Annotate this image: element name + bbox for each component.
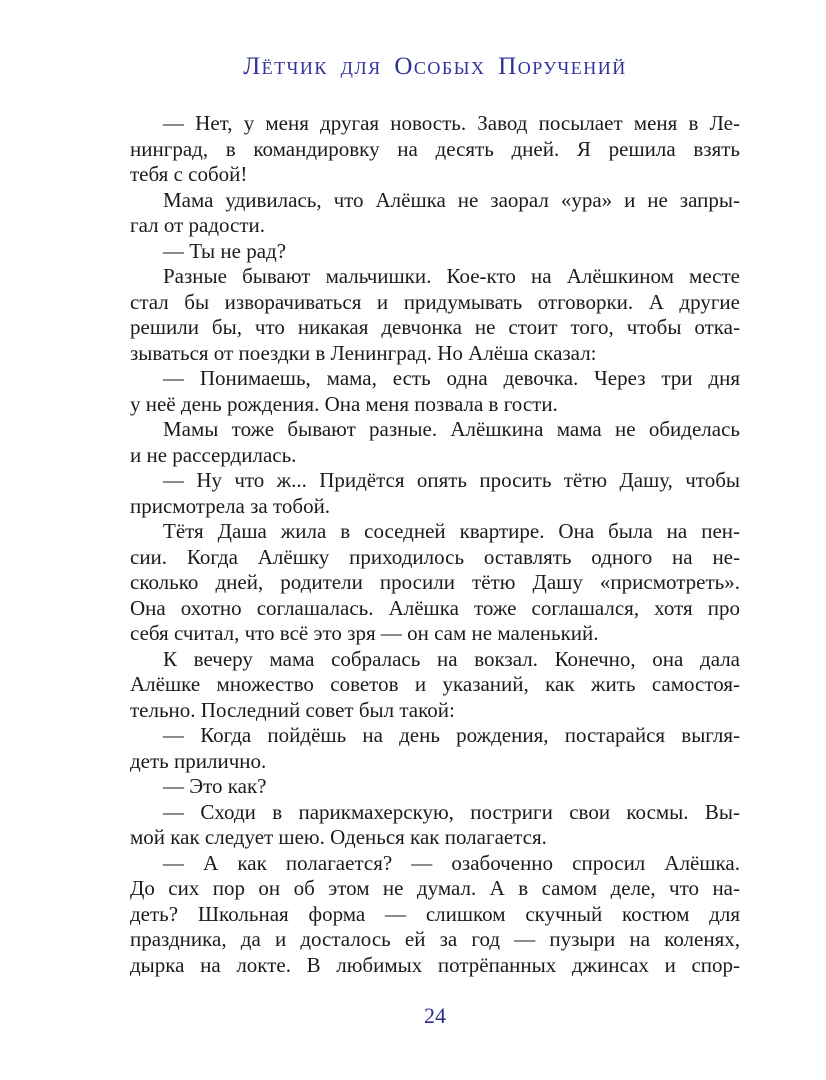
text-line: Разные бывают мальчишки. Кое-кто на Алёшкином месте	[163, 264, 740, 288]
text-line: деть? Школьная форма — слишком скучный костюм для	[130, 901, 740, 926]
text-line: решили бы, что никакая девчонка не стоит того, чтобы отка-	[130, 315, 740, 339]
text-line: тельно. Последний совет был такой:	[130, 697, 455, 722]
text-line: — Сходи в парикмахерскую, постриги свои космы. Вы-	[163, 799, 740, 824]
text-line: и не рассердилась.	[130, 442, 297, 467]
body-text	[130, 111, 740, 978]
text-line: деть прилично.	[130, 748, 267, 773]
text-line: сии. Когда Алёшку приходилось оставлять одного на не-	[130, 544, 740, 569]
text-line: тебя с собой!	[130, 162, 248, 186]
text-line: Алёшке множество советов и указаний, как жить самостоя-	[130, 672, 740, 696]
page-number: 24	[424, 1003, 446, 1028]
text-line: — Понимаешь, мама, есть одна девочка. Через три дня	[163, 366, 740, 390]
text-line: мой как следует шею. Оденься как полагается.	[130, 825, 547, 849]
text-line: стал бы изворачиваться и придумывать отговорки. А другие	[130, 289, 740, 314]
text-line: Мамы тоже бывают разные. Алёшкина мама не обиделась	[163, 417, 740, 441]
text-line: Мама удивилась, что Алёшка не заорал «ура» и не запры-	[163, 187, 740, 212]
text-line: присмотрела за тобой.	[130, 493, 331, 518]
text-line: — Когда пойдёшь на день рождения, постарайся выгля-	[163, 723, 740, 747]
text-line: праздника, да и досталось ей за год — пузыри на коленях,	[130, 927, 740, 951]
text-line: у неё день рождения. Она меня позвала в гости.	[130, 391, 558, 416]
text-line: Она охотно соглашалась. Алёшка тоже соглашался, хотя про	[130, 595, 740, 620]
text-line: — Ну что ж... Придётся опять просить тётю Дашу, чтобы	[163, 468, 740, 492]
text-line: — Это как?	[163, 774, 267, 798]
text-line: гал от радости.	[130, 213, 266, 237]
text-line: дырка на локте. В любимых потрёпанных джинсах и спор-	[130, 952, 740, 977]
text-line: До сих пор он об этом не думал. А в самом деле, что на-	[130, 876, 740, 900]
text-line: Тётя Даша жила в соседней квартире. Она была на пен-	[163, 519, 740, 543]
text-line: нинград, в командировку на десять дней. Я решила взять	[130, 136, 740, 161]
text-line: — А как полагается? — озабоченно спросил Алёшка.	[163, 850, 740, 875]
text-line: — Ты не рад?	[163, 238, 287, 263]
text-line: зываться от поездки в Ленинград. Но Алёша сказал:	[130, 340, 597, 365]
running-title: Лётчик для Особых Поручений	[243, 53, 627, 80]
text-line: сколько дней, родители просили тётю Дашу «присмотреть».	[130, 570, 740, 594]
text-line: К вечеру мама собралась на вокзал. Конечно, она дала	[163, 646, 740, 671]
text-line: — Нет, у меня другая новость. Завод посылает меня в Ле-	[163, 111, 740, 135]
text-line: себя считал, что всё это зря — он сам не маленький.	[130, 621, 599, 645]
